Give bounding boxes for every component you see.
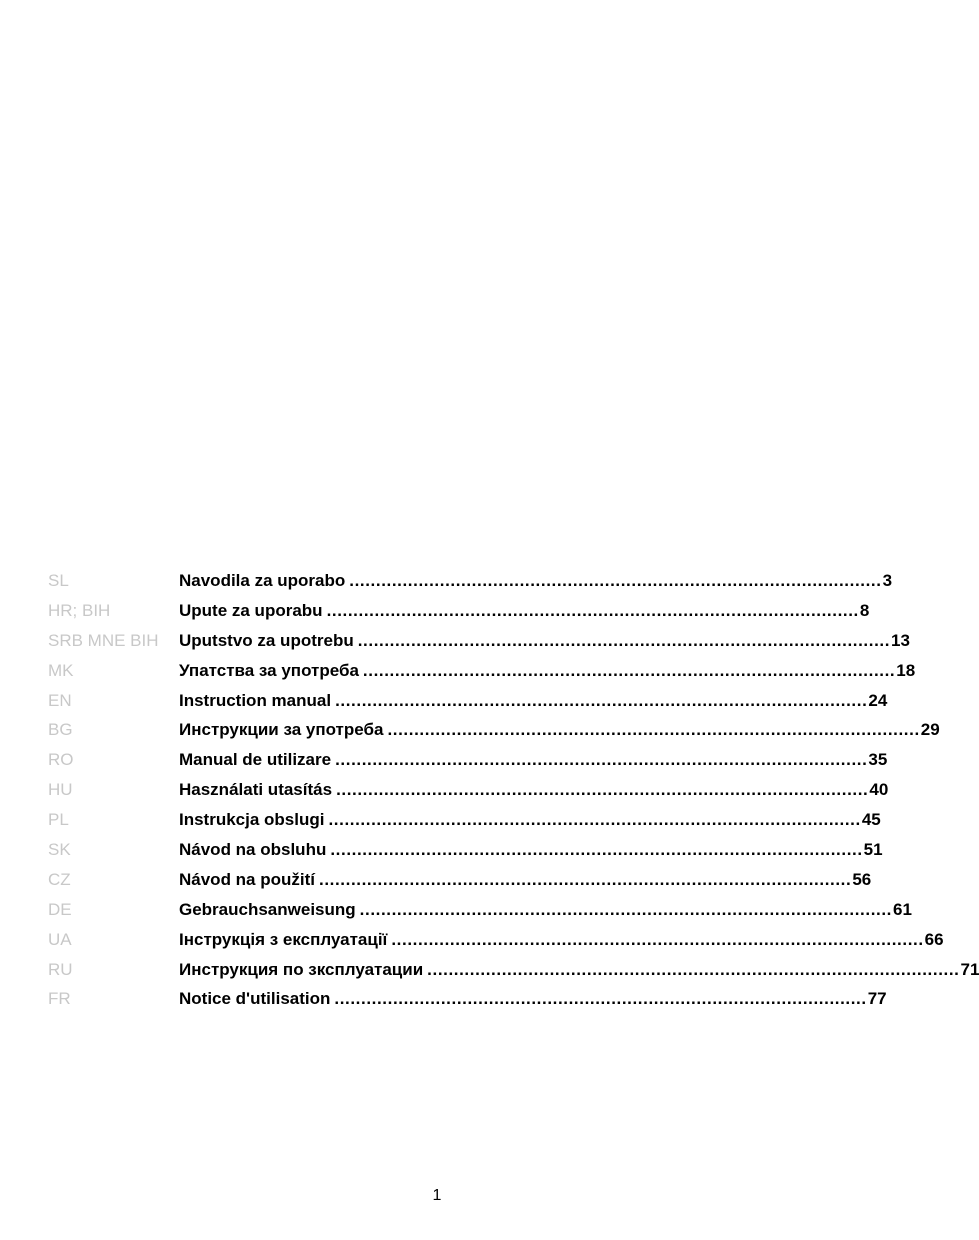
leader-dots: .................................................................................................... [387,720,920,740]
language-code: RO [48,750,74,770]
leader-dots: .................................................................................................... [336,780,869,800]
toc-entry[interactable] [179,810,881,830]
toc-entry[interactable] [179,720,940,740]
toc-row-fr[interactable] [48,989,887,1019]
toc-title[interactable]: Használati utasítás [179,780,333,800]
toc-row-ua[interactable] [48,929,944,960]
toc-row-de[interactable] [48,899,912,930]
toc-row-srb-mne-bih[interactable] [48,630,910,661]
toc-title[interactable]: Uputstvo za upotrebu [179,630,354,650]
toc-title[interactable]: Navodila za uporabo [179,571,346,590]
toc-entry[interactable] [179,899,912,920]
leader-dots: .................................................................................................... [349,571,882,590]
toc-page-number: 51 [863,840,883,860]
toc-entry[interactable] [179,600,870,621]
toc-entry[interactable] [179,571,893,591]
language-code: SL [48,571,69,590]
language-code: PL [48,810,69,830]
toc-entry[interactable] [179,929,944,950]
toc-title[interactable]: Návod na obsluhu [179,840,327,860]
toc-title[interactable]: Упатства за употреба [179,660,359,680]
toc-title[interactable]: Инструкции за употреба [179,720,384,740]
toc-row-sl[interactable] [48,571,893,601]
language-code: EN [48,690,72,710]
toc-entry[interactable] [179,630,910,651]
toc-title[interactable]: Instrukcja obslugi [179,810,325,830]
toc-page-number: 13 [891,630,910,650]
toc-page-number: 45 [861,810,881,830]
leader-dots: .................................................................................................... [427,959,960,979]
language-code: UA [48,929,72,949]
toc-row-pl[interactable] [48,810,881,840]
leader-dots: .................................................................................................... [328,810,861,830]
toc-row-hr-bih[interactable] [48,600,870,631]
toc-row-en[interactable] [48,690,888,721]
toc-row-hu[interactable] [48,780,889,810]
toc-page-number: 61 [893,899,912,919]
toc-page-number: 56 [852,869,872,889]
leader-dots: .................................................................................................... [362,660,896,680]
toc-page-number: 24 [868,690,888,710]
leader-dots: .................................................................................................... [357,630,891,650]
toc-page-number: 35 [868,750,888,770]
language-code: FR [48,989,71,1009]
toc-title[interactable]: Návod na použití [179,869,315,889]
toc-entry[interactable] [179,690,888,711]
leader-dots: .................................................................................................... [335,690,868,710]
toc-entry[interactable] [179,989,887,1009]
language-code: HR; BIH [48,600,111,620]
toc-page-number: 8 [859,600,870,620]
toc-page-number: 3 [882,571,893,590]
language-code: CZ [48,869,71,889]
toc-entry[interactable] [179,869,872,890]
toc-page-number: 29 [920,720,940,740]
toc-row-ru[interactable] [48,959,979,990]
language-code: BG [48,720,73,740]
leader-dots: .................................................................................................... [359,899,892,919]
toc-row-ro[interactable] [48,750,888,780]
toc-title[interactable]: Інструкція з експлуатації [179,929,388,949]
language-code: SRB MNE BIH [48,630,159,650]
table-of-contents [48,571,979,1019]
toc-page-number: 71 [960,959,979,979]
toc-entry[interactable] [179,660,916,681]
leader-dots: .................................................................................................... [326,600,859,620]
language-code: SK [48,840,71,860]
toc-row-sk[interactable] [48,840,883,870]
toc-row-cz[interactable] [48,869,872,900]
toc-title[interactable]: Instruction manual [179,690,332,710]
toc-page-number: 18 [896,660,916,680]
toc-page-number: 77 [867,989,887,1009]
toc-title[interactable]: Manual de utilizare [179,750,332,770]
toc-title[interactable]: Инструкция по зксплуатации [179,959,424,979]
toc-entry[interactable] [179,750,888,770]
toc-row-bg[interactable] [48,720,940,750]
leader-dots: .................................................................................................... [334,989,867,1009]
leader-dots: .................................................................................................... [330,840,863,860]
toc-page-number: 66 [924,929,944,949]
toc-title[interactable]: Notice d'utilisation [179,989,331,1009]
language-code: RU [48,959,73,979]
toc-entry[interactable] [179,780,889,800]
language-code: DE [48,899,72,919]
toc-entry[interactable] [179,959,979,980]
leader-dots: .................................................................................................... [335,750,868,770]
toc-row-mk[interactable] [48,660,916,691]
language-code: HU [48,780,73,800]
page-number: 1 [432,1187,442,1204]
toc-entry[interactable] [179,840,883,860]
language-code: MK [48,660,74,680]
toc-page-number: 40 [869,780,889,800]
leader-dots: .................................................................................................... [391,929,924,949]
leader-dots: .................................................................................................... [319,869,852,889]
toc-title[interactable]: Upute za uporabu [179,600,323,620]
toc-title[interactable]: Gebrauchsanweisung [179,899,356,919]
